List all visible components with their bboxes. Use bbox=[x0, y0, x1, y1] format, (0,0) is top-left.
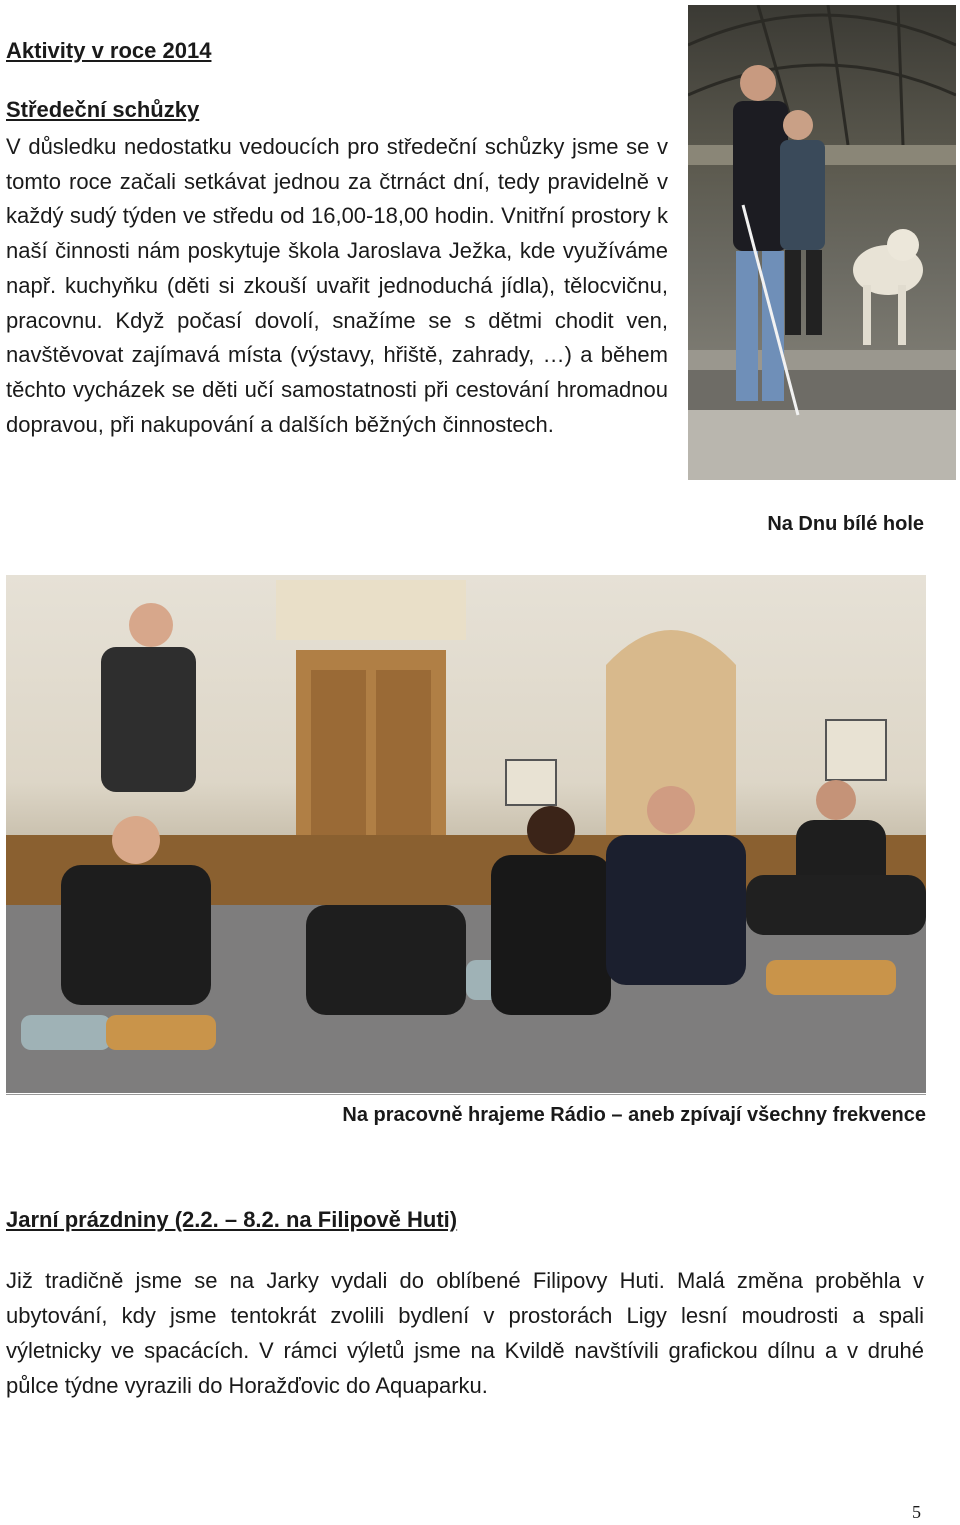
photo-white-cane-day-illustration bbox=[688, 5, 956, 480]
page-heading: Aktivity v roce 2014 bbox=[6, 38, 212, 63]
photo-workshop-radio-game bbox=[6, 575, 926, 1093]
section-text-wednesday-meetings: V důsledku nedostatku vedoucích pro středeční schůzky jsme se v tomto roce začali setkávat jednou za čtrnáct dní, tedy pravidelně v každý sudý týden ve středu od 16,00-18,00 hodin. Vnitřní prostory k naší činnosti nám poskytuje škola Jaroslava Ježka, kde využíváme např. kuchyňku (děti si zkouší uvařit jednoduchá jídla), tělocvičnu, pracovnu. Když počasí dovolí, snažíme se s dětmi chodit ven, navštěvovat zajímavá místa (výstavy, hřiště, zahrady, …) a během těchto vycházek se děti učí samostatnosti při cestování hromadnou dopravou, při nakupování a dalších běžných činnostech. bbox=[6, 134, 668, 437]
divider bbox=[6, 1094, 926, 1095]
section-title-spring-holidays: Jarní prázdniny (2.2. – 8.2. na Filipově Huti) bbox=[6, 1207, 458, 1232]
section-title-wednesday-meetings: Středeční schůzky bbox=[6, 97, 200, 122]
section-text-spring-holidays: Již tradičně jsme se na Jarky vydali do oblíbené Filipovy Huti. Malá změna proběhla v ubytování, kdy jsme tentokrát zvolili bydlení v prostorách Ligy lesní moudrosti a spali výletnicky ve spacácích. V rámci výletů jsme na Kvildě navštívili grafickou dílnu a v druhé půlce týdne vyrazili do Horažďovic do Aquaparku. bbox=[6, 1268, 924, 1398]
photo-caption-white-cane-day: Na Dnu bílé hole bbox=[767, 513, 924, 535]
photo-white-cane-day bbox=[688, 5, 956, 480]
photo-workshop-illustration bbox=[6, 575, 926, 1093]
photo-caption-workshop: Na pracovně hrajeme Rádio – aneb zpívají všechny frekvence bbox=[342, 1104, 926, 1126]
page-number: 5 bbox=[912, 1502, 921, 1522]
